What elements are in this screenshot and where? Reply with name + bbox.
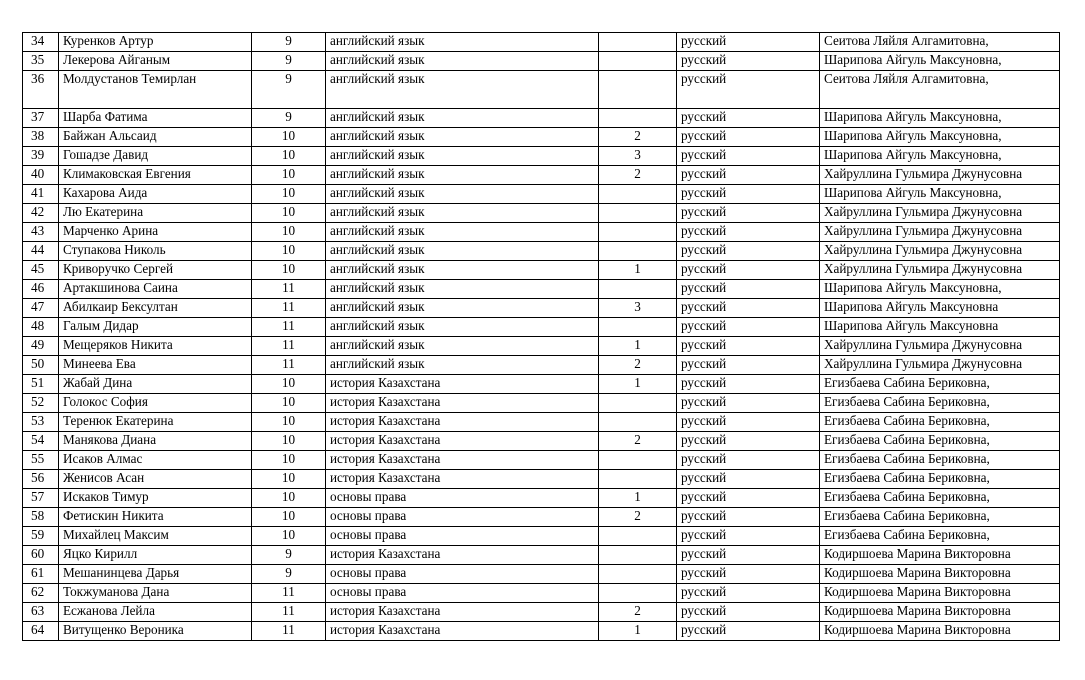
student-name: Климаковская Евгения	[59, 166, 252, 185]
language-cell: русский	[677, 394, 820, 413]
language-cell: русский	[677, 375, 820, 394]
student-name: Витущенко Вероника	[59, 622, 252, 641]
row-number: 54	[23, 432, 59, 451]
teacher-name: Кодиршоева Марина Викторовна	[820, 603, 1060, 622]
subject-cell: основы права	[326, 489, 599, 508]
table-row	[23, 242, 1060, 261]
place-cell: 2	[599, 603, 677, 622]
subject-cell: английский язык	[326, 204, 599, 223]
subject-cell: английский язык	[326, 223, 599, 242]
language-cell: русский	[677, 261, 820, 280]
student-name: Куренков Артур	[59, 33, 252, 52]
grade-cell: 10	[252, 394, 326, 413]
table-row	[23, 261, 1060, 280]
place-cell: 2	[599, 166, 677, 185]
table-row	[23, 52, 1060, 71]
teacher-name: Егизбаева Сабина Бериковна,	[820, 508, 1060, 527]
teacher-name: Шарипова Айгуль Максуновна	[820, 318, 1060, 337]
subject-cell: английский язык	[326, 33, 599, 52]
language-cell: русский	[677, 128, 820, 147]
row-number: 59	[23, 527, 59, 546]
subject-cell: основы права	[326, 584, 599, 603]
place-cell: 1	[599, 622, 677, 641]
grade-cell: 11	[252, 622, 326, 641]
subject-cell: история Казахстана	[326, 546, 599, 565]
table-row	[23, 204, 1060, 223]
student-name: Марченко Арина	[59, 223, 252, 242]
table-row	[23, 489, 1060, 508]
table-row	[23, 470, 1060, 489]
teacher-name: Шарипова Айгуль Максуновна,	[820, 109, 1060, 128]
grade-cell: 11	[252, 584, 326, 603]
grade-cell: 11	[252, 356, 326, 375]
grade-cell: 10	[252, 128, 326, 147]
table-row	[23, 166, 1060, 185]
table-row	[23, 299, 1060, 318]
language-cell: русский	[677, 147, 820, 166]
teacher-name: Кодиршоева Марина Викторовна	[820, 622, 1060, 641]
table-row	[23, 375, 1060, 394]
student-name: Фетискин Никита	[59, 508, 252, 527]
language-cell: русский	[677, 622, 820, 641]
table-row	[23, 109, 1060, 128]
table-row	[23, 147, 1060, 166]
row-number: 35	[23, 52, 59, 71]
grade-cell: 10	[252, 470, 326, 489]
language-cell: русский	[677, 185, 820, 204]
language-cell: русский	[677, 489, 820, 508]
subject-cell: история Казахстана	[326, 622, 599, 641]
language-cell: русский	[677, 33, 820, 52]
teacher-name: Егизбаева Сабина Бериковна,	[820, 413, 1060, 432]
table-row	[23, 546, 1060, 565]
student-name: Голокос София	[59, 394, 252, 413]
language-cell: русский	[677, 432, 820, 451]
grade-cell: 10	[252, 413, 326, 432]
subject-cell: английский язык	[326, 128, 599, 147]
grade-cell: 10	[252, 261, 326, 280]
grade-cell: 9	[252, 109, 326, 128]
place-cell	[599, 242, 677, 261]
place-cell	[599, 470, 677, 489]
student-name: Криворучко Сергей	[59, 261, 252, 280]
subject-cell: основы права	[326, 565, 599, 584]
table-row	[23, 280, 1060, 299]
place-cell: 1	[599, 375, 677, 394]
place-cell	[599, 185, 677, 204]
row-number: 34	[23, 33, 59, 52]
table-row	[23, 394, 1060, 413]
subject-cell: история Казахстана	[326, 603, 599, 622]
grade-cell: 10	[252, 185, 326, 204]
teacher-name: Кодиршоева Марина Викторовна	[820, 546, 1060, 565]
grade-cell: 10	[252, 375, 326, 394]
place-cell	[599, 565, 677, 584]
place-cell	[599, 584, 677, 603]
table-row	[23, 128, 1060, 147]
subject-cell: английский язык	[326, 337, 599, 356]
subject-cell: английский язык	[326, 280, 599, 299]
row-number: 55	[23, 451, 59, 470]
place-cell	[599, 223, 677, 242]
row-number: 53	[23, 413, 59, 432]
table-row	[23, 71, 1060, 109]
student-name: Есжанова Лейла	[59, 603, 252, 622]
place-cell	[599, 52, 677, 71]
place-cell: 2	[599, 128, 677, 147]
teacher-name: Егизбаева Сабина Бериковна,	[820, 432, 1060, 451]
subject-cell: английский язык	[326, 185, 599, 204]
language-cell: русский	[677, 508, 820, 527]
subject-cell: английский язык	[326, 318, 599, 337]
table-row	[23, 185, 1060, 204]
language-cell: русский	[677, 470, 820, 489]
row-number: 64	[23, 622, 59, 641]
student-name: Ступакова Николь	[59, 242, 252, 261]
row-number: 62	[23, 584, 59, 603]
language-cell: русский	[677, 318, 820, 337]
student-name: Мещеряков Никита	[59, 337, 252, 356]
teacher-name: Хайруллина Гульмира Джунусовна	[820, 337, 1060, 356]
grade-cell: 9	[252, 71, 326, 109]
place-cell	[599, 527, 677, 546]
row-number: 40	[23, 166, 59, 185]
subject-cell: английский язык	[326, 52, 599, 71]
language-cell: русский	[677, 52, 820, 71]
row-number: 42	[23, 204, 59, 223]
subject-cell: английский язык	[326, 109, 599, 128]
subject-cell: история Казахстана	[326, 451, 599, 470]
place-cell: 1	[599, 337, 677, 356]
student-name: Яцко Кирилл	[59, 546, 252, 565]
language-cell: русский	[677, 565, 820, 584]
place-cell	[599, 451, 677, 470]
place-cell	[599, 546, 677, 565]
language-cell: русский	[677, 337, 820, 356]
grade-cell: 11	[252, 603, 326, 622]
grade-cell: 11	[252, 318, 326, 337]
table-row	[23, 603, 1060, 622]
student-name: Галым Дидар	[59, 318, 252, 337]
row-number: 61	[23, 565, 59, 584]
place-cell	[599, 33, 677, 52]
teacher-name: Хайруллина Гульмира Джунусовна	[820, 166, 1060, 185]
teacher-name: Хайруллина Гульмира Джунусовна	[820, 204, 1060, 223]
language-cell: русский	[677, 546, 820, 565]
row-number: 43	[23, 223, 59, 242]
language-cell: русский	[677, 223, 820, 242]
subject-cell: английский язык	[326, 356, 599, 375]
grade-cell: 11	[252, 337, 326, 356]
row-number: 39	[23, 147, 59, 166]
row-number: 52	[23, 394, 59, 413]
subject-cell: история Казахстана	[326, 413, 599, 432]
place-cell	[599, 280, 677, 299]
grade-cell: 10	[252, 451, 326, 470]
student-name: Токжуманова Дана	[59, 584, 252, 603]
grade-cell: 10	[252, 166, 326, 185]
language-cell: русский	[677, 584, 820, 603]
subject-cell: английский язык	[326, 166, 599, 185]
row-number: 44	[23, 242, 59, 261]
language-cell: русский	[677, 166, 820, 185]
row-number: 51	[23, 375, 59, 394]
table-row	[23, 337, 1060, 356]
row-number: 45	[23, 261, 59, 280]
table-row	[23, 508, 1060, 527]
grade-cell: 9	[252, 565, 326, 584]
row-number: 60	[23, 546, 59, 565]
place-cell: 3	[599, 147, 677, 166]
teacher-name: Егизбаева Сабина Бериковна,	[820, 394, 1060, 413]
grade-cell: 11	[252, 299, 326, 318]
table-row	[23, 223, 1060, 242]
row-number: 41	[23, 185, 59, 204]
student-name: Минеева Ева	[59, 356, 252, 375]
subject-cell: история Казахстана	[326, 375, 599, 394]
table-row	[23, 584, 1060, 603]
student-name: Лекерова Айганым	[59, 52, 252, 71]
table-row	[23, 527, 1060, 546]
table-row	[23, 318, 1060, 337]
grade-cell: 9	[252, 33, 326, 52]
teacher-name: Шарипова Айгуль Максуновна,	[820, 128, 1060, 147]
grade-cell: 10	[252, 242, 326, 261]
subject-cell: английский язык	[326, 299, 599, 318]
language-cell: русский	[677, 356, 820, 375]
place-cell	[599, 413, 677, 432]
row-number: 46	[23, 280, 59, 299]
place-cell: 2	[599, 356, 677, 375]
subject-cell: английский язык	[326, 147, 599, 166]
subject-cell: история Казахстана	[326, 432, 599, 451]
teacher-name: Хайруллина Гульмира Джунусовна	[820, 261, 1060, 280]
row-number: 63	[23, 603, 59, 622]
subject-cell: основы права	[326, 527, 599, 546]
language-cell: русский	[677, 204, 820, 223]
row-number: 57	[23, 489, 59, 508]
student-name: Шарба Фатима	[59, 109, 252, 128]
teacher-name: Егизбаева Сабина Бериковна,	[820, 375, 1060, 394]
row-number: 36	[23, 71, 59, 109]
teacher-name: Шарипова Айгуль Максуновна,	[820, 185, 1060, 204]
student-name: Жабай Дина	[59, 375, 252, 394]
table-row	[23, 413, 1060, 432]
student-name: Михайлец Максим	[59, 527, 252, 546]
teacher-name: Егизбаева Сабина Бериковна,	[820, 527, 1060, 546]
table-body	[23, 33, 1060, 641]
row-number: 48	[23, 318, 59, 337]
row-number: 58	[23, 508, 59, 527]
teacher-name: Хайруллина Гульмира Джунусовна	[820, 223, 1060, 242]
place-cell: 2	[599, 432, 677, 451]
language-cell: русский	[677, 413, 820, 432]
row-number: 49	[23, 337, 59, 356]
place-cell	[599, 204, 677, 223]
results-table	[22, 32, 1060, 641]
subject-cell: английский язык	[326, 261, 599, 280]
grade-cell: 10	[252, 147, 326, 166]
row-number: 47	[23, 299, 59, 318]
table-row	[23, 451, 1060, 470]
grade-cell: 10	[252, 527, 326, 546]
teacher-name: Кодиршоева Марина Викторовна	[820, 565, 1060, 584]
teacher-name: Сеитова Ляйля Алгамитовна,	[820, 33, 1060, 52]
place-cell: 1	[599, 489, 677, 508]
student-name: Манякова Диана	[59, 432, 252, 451]
place-cell: 2	[599, 508, 677, 527]
place-cell	[599, 109, 677, 128]
subject-cell: английский язык	[326, 71, 599, 109]
grade-cell: 9	[252, 546, 326, 565]
teacher-name: Кодиршоева Марина Викторовна	[820, 584, 1060, 603]
teacher-name: Шарипова Айгуль Максуновна,	[820, 52, 1060, 71]
student-name: Молдустанов Темирлан	[59, 71, 252, 109]
language-cell: русский	[677, 71, 820, 109]
student-name: Байжан Альсаид	[59, 128, 252, 147]
language-cell: русский	[677, 280, 820, 299]
row-number: 38	[23, 128, 59, 147]
table-row	[23, 356, 1060, 375]
place-cell: 3	[599, 299, 677, 318]
subject-cell: английский язык	[326, 242, 599, 261]
student-name: Женисов Асан	[59, 470, 252, 489]
student-name: Теренюк Екатерина	[59, 413, 252, 432]
language-cell: русский	[677, 109, 820, 128]
student-name: Искаков Тимур	[59, 489, 252, 508]
student-name: Мешанинцева Дарья	[59, 565, 252, 584]
table-row	[23, 33, 1060, 52]
table-row	[23, 622, 1060, 641]
grade-cell: 10	[252, 223, 326, 242]
student-name: Абилкаир Бексултан	[59, 299, 252, 318]
language-cell: русский	[677, 603, 820, 622]
subject-cell: история Казахстана	[326, 394, 599, 413]
teacher-name: Шарипова Айгуль Максуновна,	[820, 280, 1060, 299]
teacher-name: Хайруллина Гульмира Джунусовна	[820, 242, 1060, 261]
grade-cell: 9	[252, 52, 326, 71]
student-name: Кахарова Аида	[59, 185, 252, 204]
table-row	[23, 565, 1060, 584]
student-name: Гошадзе Давид	[59, 147, 252, 166]
language-cell: русский	[677, 451, 820, 470]
grade-cell: 10	[252, 489, 326, 508]
subject-cell: основы права	[326, 508, 599, 527]
student-name: Исаков Алмас	[59, 451, 252, 470]
student-name: Лю Екатерина	[59, 204, 252, 223]
row-number: 50	[23, 356, 59, 375]
place-cell	[599, 71, 677, 109]
student-name: Артакшинова Саина	[59, 280, 252, 299]
grade-cell: 11	[252, 280, 326, 299]
row-number: 56	[23, 470, 59, 489]
teacher-name: Егизбаева Сабина Бериковна,	[820, 470, 1060, 489]
language-cell: русский	[677, 299, 820, 318]
row-number: 37	[23, 109, 59, 128]
subject-cell: история Казахстана	[326, 470, 599, 489]
teacher-name: Хайруллина Гульмира Джунусовна	[820, 356, 1060, 375]
language-cell: русский	[677, 527, 820, 546]
teacher-name: Сеитова Ляйля Алгамитовна,	[820, 71, 1060, 109]
place-cell: 1	[599, 261, 677, 280]
teacher-name: Егизбаева Сабина Бериковна,	[820, 489, 1060, 508]
place-cell	[599, 394, 677, 413]
grade-cell: 10	[252, 204, 326, 223]
teacher-name: Егизбаева Сабина Бериковна,	[820, 451, 1060, 470]
grade-cell: 10	[252, 432, 326, 451]
grade-cell: 10	[252, 508, 326, 527]
table-row	[23, 432, 1060, 451]
place-cell	[599, 318, 677, 337]
teacher-name: Шарипова Айгуль Максуновна	[820, 299, 1060, 318]
teacher-name: Шарипова Айгуль Максуновна,	[820, 147, 1060, 166]
language-cell: русский	[677, 242, 820, 261]
